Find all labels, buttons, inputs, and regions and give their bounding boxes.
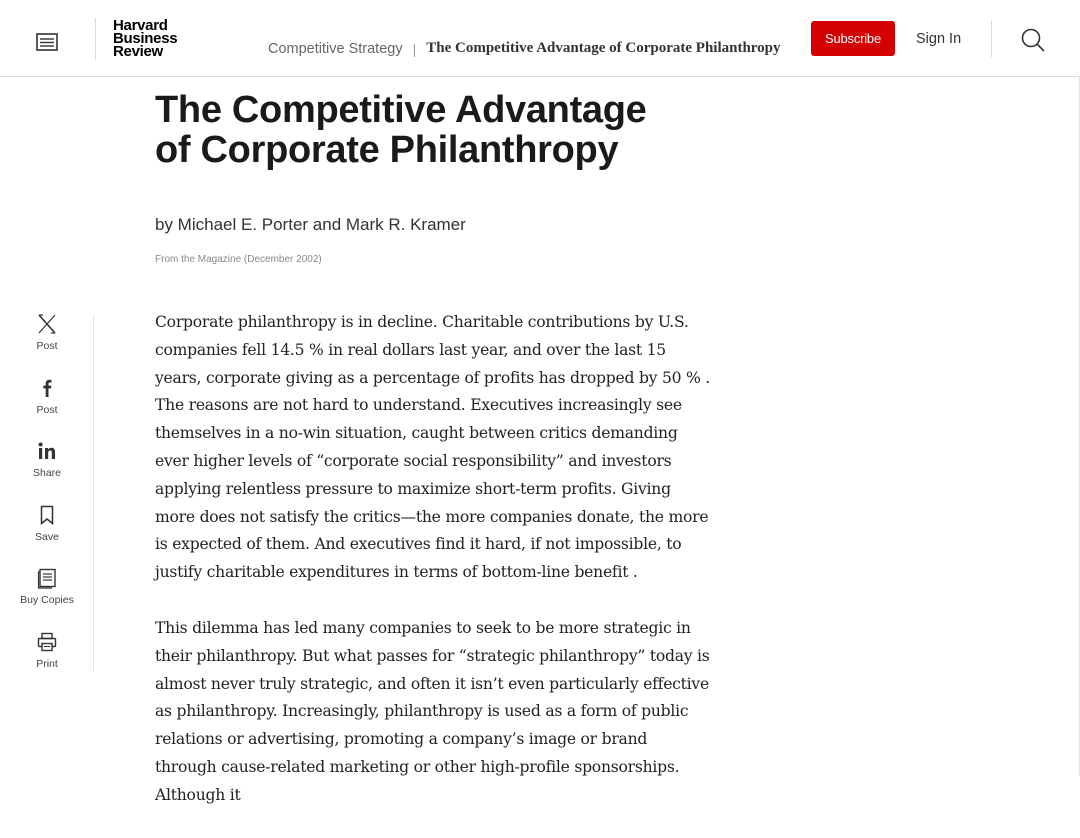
print-button[interactable] <box>0 631 94 670</box>
breadcrumb-category-link[interactable]: Competitive Strategy <box>268 40 403 57</box>
logo-divider <box>95 18 96 60</box>
article-byline: by Michael E. Porter and Mark R. Kramer <box>155 215 466 234</box>
top-navigation-bar <box>0 0 1080 77</box>
breadcrumb-separator: | <box>412 40 417 57</box>
article-paragraph: This dilemma has led many companies to seek to be more strategic in their philanthropy. But what passes for “strategic philanthropy” today is almost never truly strategic, and often it isn’t even particularly effective as philanthropy. Increasingly, philanthropy is used as a form of public relations or advertising, promoting a company’s image or brand through cause-related marketing or other high-profile sponsorships. Although it <box>155 618 710 804</box>
facebook-icon <box>36 377 58 399</box>
menu-icon[interactable] <box>35 31 59 53</box>
linkedin-icon <box>36 440 58 462</box>
bookmark-icon <box>36 504 58 526</box>
logo-line-1: Harvard <box>113 17 168 34</box>
printer-icon <box>36 631 58 653</box>
share-label: Save <box>35 531 59 543</box>
x-logo-icon <box>36 313 58 335</box>
share-label: Post <box>36 340 58 352</box>
header-divider <box>991 21 992 57</box>
share-rail-divider <box>93 315 94 671</box>
search-icon[interactable] <box>1020 27 1046 53</box>
share-post-x-button[interactable] <box>0 313 94 352</box>
buy-copies-button[interactable] <box>0 567 94 606</box>
breadcrumb-article-title: The Competitive Advantage of Corporate Philanthropy <box>426 40 781 56</box>
share-post-facebook-button[interactable] <box>0 377 94 416</box>
article-title: The Competitive Advantage of Corporate Philanthropy <box>155 89 647 171</box>
share-label: Print <box>36 658 58 670</box>
article-source: From the Magazine (December 2002) <box>155 254 322 265</box>
hbr-logo[interactable] <box>113 19 177 58</box>
sign-in-link[interactable]: Sign In <box>916 31 962 47</box>
share-linkedin-button[interactable] <box>0 440 94 479</box>
share-label: Post <box>36 404 58 416</box>
article-body <box>155 309 710 838</box>
logo-line-3: Review <box>113 43 163 60</box>
subscribe-button[interactable]: Subscribe <box>811 21 895 56</box>
copies-icon <box>36 567 58 589</box>
breadcrumb <box>268 40 781 57</box>
share-label: Buy Copies <box>20 594 74 606</box>
article-paragraph: Corporate philanthropy is in decline. Charitable contributions by U.S. companies fell 14.5 % in real dollars last year, and over the last 15 years, corporate giving as a percentage of profits has dropped by 50 % . The reasons are not hard to understand. Executives increasingly see themselves in a no-win situation, caught between critics demanding ever higher levels of “corporate social responsibility” and investors applying relentless pressure to maximize short-term profits. Giving more does not satisfy the critics—the more companies donate, the more is expected of them. And executives find it hard, if not impossible, to justify charitable expenditures in terms of bottom-line benefit . <box>155 313 710 582</box>
share-label: Share <box>32 467 62 479</box>
logo-line-2: Business <box>113 30 178 47</box>
save-button[interactable] <box>0 504 94 543</box>
